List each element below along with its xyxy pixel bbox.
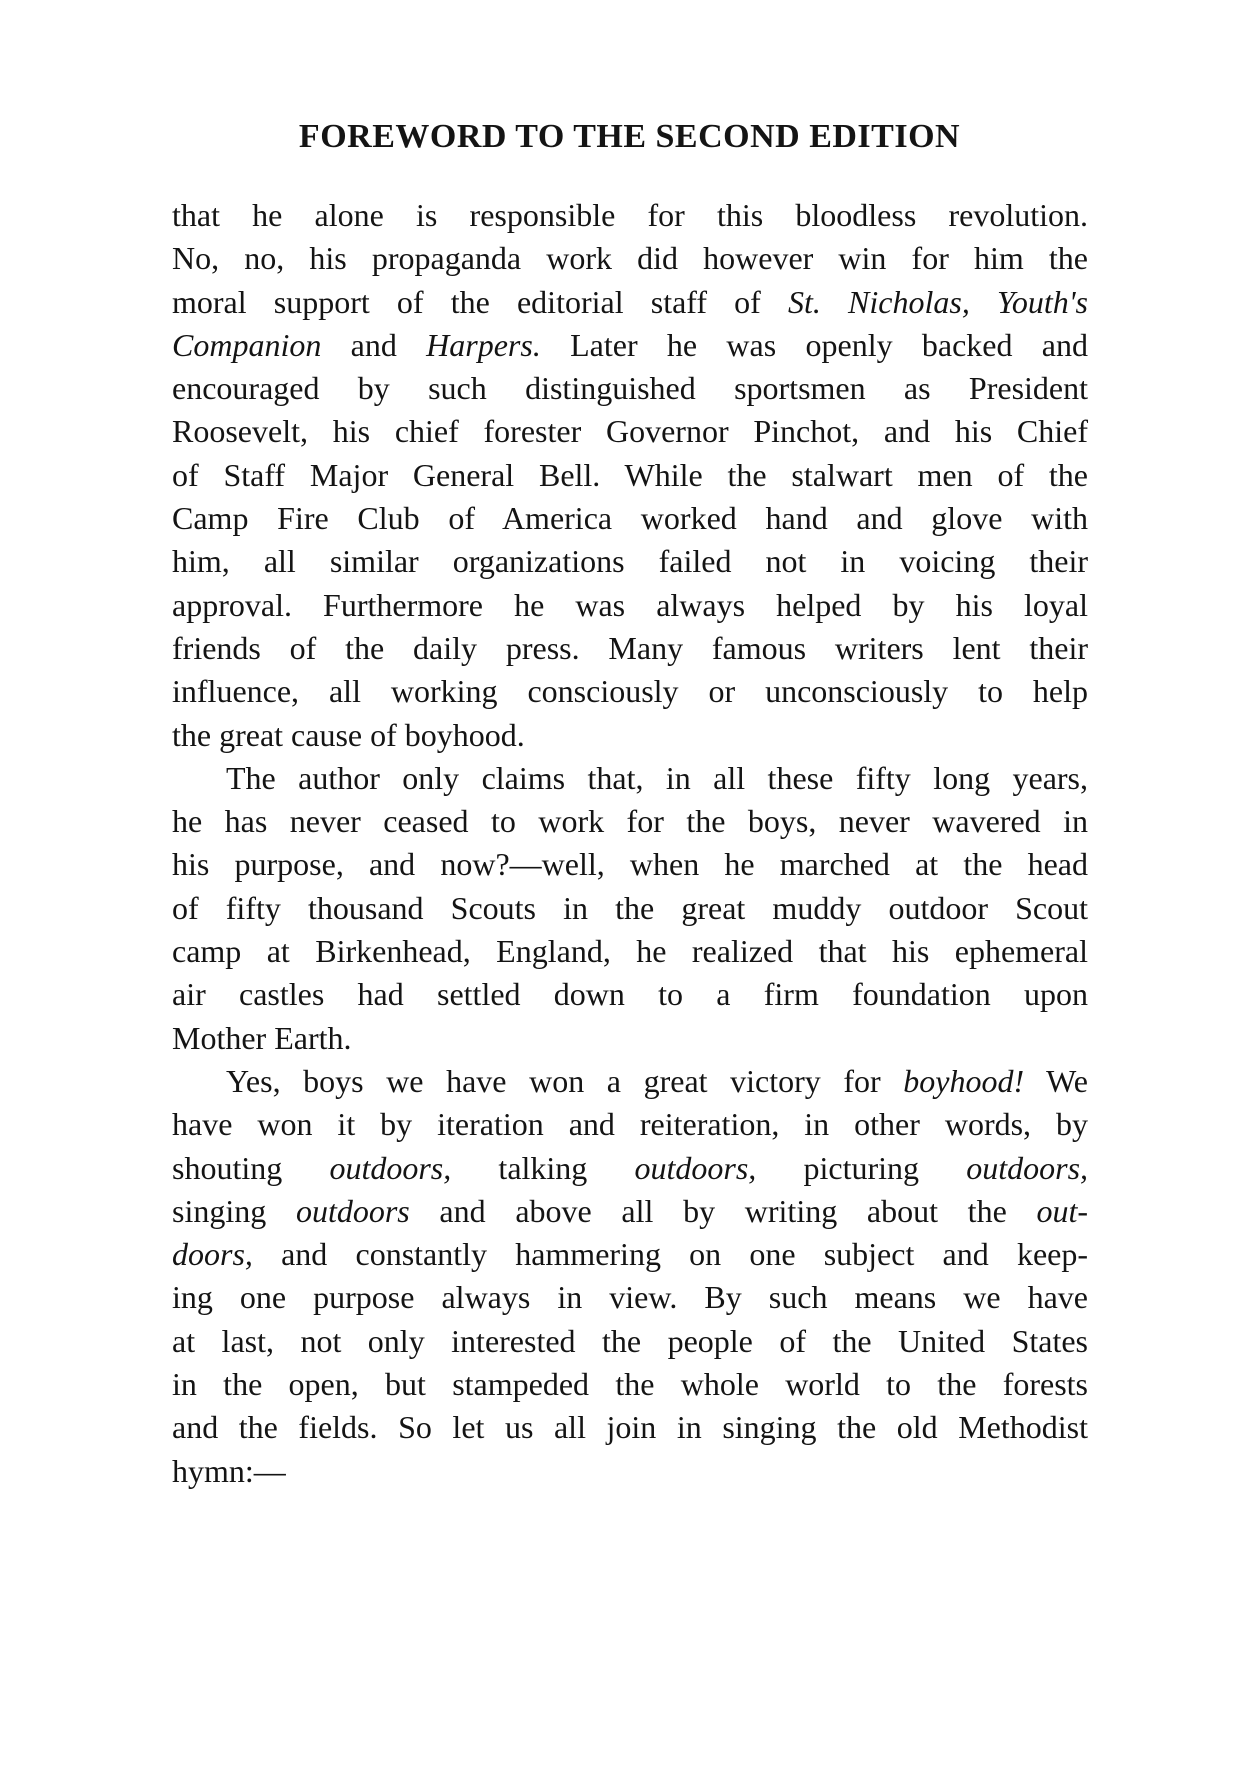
body-text bbox=[172, 194, 1088, 1493]
text-line bbox=[172, 1060, 1088, 1103]
text-line bbox=[172, 973, 1088, 1016]
text-line bbox=[172, 714, 1088, 757]
text-run: shouting bbox=[172, 1149, 330, 1186]
text-run: in the open, but stampeded the whole world to the forests bbox=[172, 1366, 1088, 1403]
italic-text: St. Nicholas, Youth's bbox=[788, 283, 1089, 320]
text-line bbox=[172, 930, 1088, 973]
text-run: Roosevelt, his chief forester Governor Pinchot, and his Chief bbox=[172, 413, 1088, 450]
text-run: have won it by iteration and reiteration, in other words, by bbox=[172, 1106, 1088, 1143]
text-line bbox=[172, 1450, 1088, 1493]
text-run: moral support of the editorial staff of bbox=[172, 283, 788, 320]
italic-text: boyhood! bbox=[903, 1062, 1025, 1099]
text-line bbox=[172, 1147, 1088, 1190]
text-line bbox=[172, 757, 1088, 800]
text-run: encouraged by such distinguished sportsmen as President bbox=[172, 370, 1088, 407]
text-line bbox=[172, 584, 1088, 627]
text-line bbox=[172, 1103, 1088, 1146]
text-run: air castles had settled down to a firm foundation upon bbox=[172, 976, 1088, 1013]
text-run: he has never ceased to work for the boys, never wavered in bbox=[172, 803, 1088, 840]
text-line bbox=[172, 1406, 1088, 1449]
text-line bbox=[172, 887, 1088, 930]
text-run: picturing bbox=[756, 1149, 967, 1186]
text-run: No, no, his propaganda work did however win for him the bbox=[172, 240, 1088, 277]
text-run: of fifty thousand Scouts in the great muddy outdoor Scout bbox=[172, 889, 1088, 926]
text-line bbox=[172, 800, 1088, 843]
paragraph bbox=[172, 1060, 1088, 1493]
text-line bbox=[172, 1017, 1088, 1060]
text-line bbox=[172, 1190, 1088, 1233]
text-run: and bbox=[321, 326, 427, 363]
text-line bbox=[172, 670, 1088, 713]
text-run: approval. Furthermore he was always helped by his loyal bbox=[172, 586, 1088, 623]
text-run: singing bbox=[172, 1192, 296, 1229]
text-line bbox=[172, 1363, 1088, 1406]
text-run: ing one purpose always in view. By such means we have bbox=[172, 1279, 1088, 1316]
text-run: friends of the daily press. Many famous writers lent their bbox=[172, 629, 1088, 666]
text-run: that he alone is responsible for this bloodless revolution. bbox=[172, 197, 1088, 233]
text-line bbox=[172, 540, 1088, 583]
italic-text: Companion bbox=[172, 326, 322, 363]
text-run: We bbox=[1024, 1062, 1089, 1099]
italic-text: outdoors, bbox=[966, 1149, 1089, 1186]
text-line bbox=[172, 1276, 1088, 1319]
text-run: of Staff Major General Bell. While the stalwart men of the bbox=[172, 456, 1088, 493]
text-line bbox=[172, 843, 1088, 886]
text-line bbox=[172, 324, 1088, 367]
text-run: The author only claims that, in all these fifty long years, bbox=[226, 759, 1088, 796]
italic-text: outdoors, bbox=[634, 1149, 757, 1186]
text-run: Yes, boys we have won a great victory for bbox=[226, 1062, 904, 1099]
text-run: the great cause of boyhood. bbox=[172, 716, 525, 753]
text-run: camp at Birkenhead, England, he realized that his ephemeral bbox=[172, 933, 1088, 970]
text-run: and the fields. So let us all join in singing the old Methodist bbox=[172, 1409, 1088, 1446]
text-line bbox=[172, 410, 1088, 453]
text-run: hymn:— bbox=[172, 1452, 286, 1489]
text-line bbox=[172, 281, 1088, 324]
text-line bbox=[172, 1233, 1088, 1276]
italic-text: doors, bbox=[172, 1236, 253, 1273]
paragraph bbox=[172, 757, 1088, 1060]
italic-text: out- bbox=[1036, 1192, 1089, 1229]
text-line bbox=[172, 497, 1088, 540]
text-line bbox=[172, 194, 1088, 237]
text-run: him, all similar organizations failed not in voicing their bbox=[172, 543, 1088, 580]
text-line bbox=[172, 627, 1088, 670]
text-line bbox=[172, 1320, 1088, 1363]
italic-text: Harpers. bbox=[426, 326, 541, 363]
running-header: FOREWORD TO THE SECOND EDITION bbox=[298, 118, 961, 155]
text-run: his purpose, and now?—well, when he marched at the head bbox=[172, 846, 1088, 883]
italic-text: outdoors, bbox=[329, 1149, 452, 1186]
text-run: at last, not only interested the people of the United States bbox=[172, 1322, 1088, 1359]
text-run: Mother Earth. bbox=[172, 1019, 352, 1056]
text-run: Later he was openly backed and bbox=[540, 326, 1089, 363]
text-line bbox=[172, 237, 1088, 280]
text-line bbox=[172, 454, 1088, 497]
text-run: Camp Fire Club of America worked hand and glove with bbox=[172, 500, 1088, 537]
text-run: talking bbox=[451, 1149, 635, 1186]
paragraph bbox=[172, 194, 1088, 757]
text-run: influence, all working consciously or unconsciously to help bbox=[172, 673, 1088, 710]
italic-text: outdoors bbox=[295, 1192, 410, 1229]
text-run: and above all by writing about the bbox=[409, 1192, 1037, 1229]
text-run: and constantly hammering on one subject and keep- bbox=[252, 1236, 1088, 1273]
text-line bbox=[172, 367, 1088, 410]
